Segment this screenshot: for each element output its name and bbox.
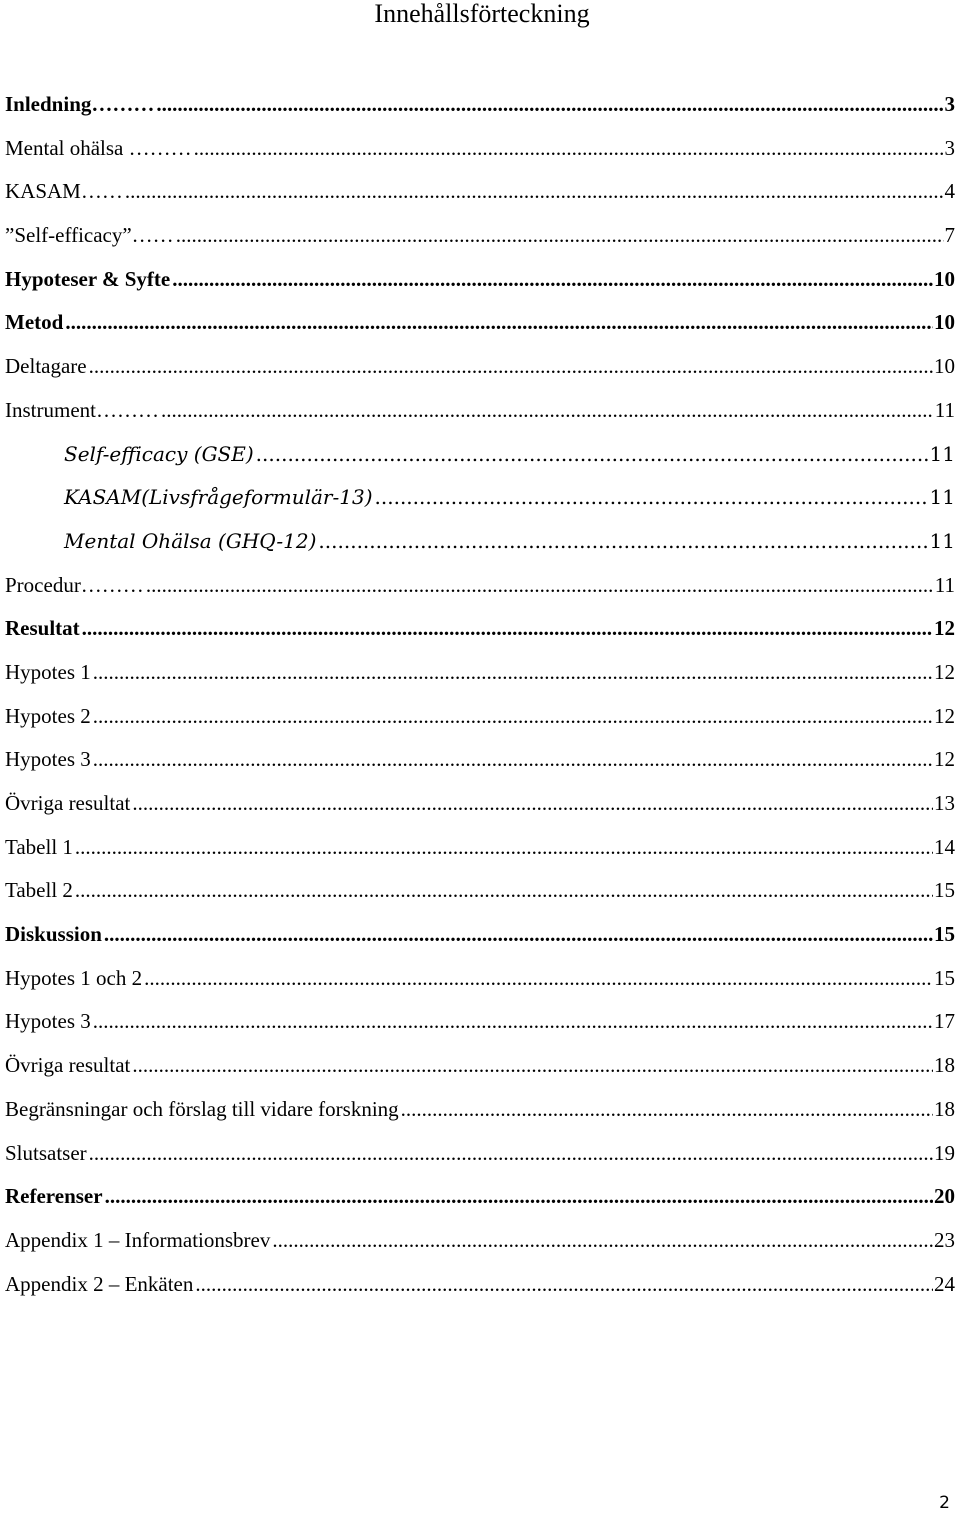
toc-dot-leader [401, 1097, 933, 1122]
toc-dot-leader [132, 791, 933, 816]
toc-entry-label: Begränsningar och förslag till vidare forskning [5, 1096, 399, 1121]
toc-entry-page: 4 [944, 179, 955, 204]
toc-entry-label: Tabell 1 [5, 834, 73, 859]
toc-entry-page: 13 [934, 791, 955, 815]
page-number: 2 [939, 1493, 950, 1513]
toc-dot-leader [144, 966, 933, 991]
toc-entry-page: 18 [934, 1096, 955, 1121]
toc-entry-page: 11 [934, 572, 955, 597]
toc-entry[interactable] [5, 1137, 955, 1181]
toc-entry-page: 20 [934, 1184, 955, 1209]
toc-entry-page: 15 [934, 878, 955, 903]
toc-entry-page: 10 [934, 354, 955, 379]
toc-dot-leader [156, 92, 943, 117]
toc-entry-label: Deltagare [5, 354, 87, 379]
toc-dot-leader [272, 1228, 933, 1253]
toc-entry-label: Hypotes 3 [5, 747, 91, 772]
toc-entry-label: KASAM(Livsfrågeformulär-13) [64, 485, 373, 510]
toc-dot-leader [82, 616, 933, 641]
toc-dot-leader [318, 529, 928, 553]
toc-dot-leader [375, 485, 929, 509]
toc-entry-label: Hypotes 1 [5, 659, 91, 684]
toc-entry-label: ”Self-efficacy”…… [5, 223, 174, 248]
toc-entry[interactable] [5, 306, 955, 350]
toc-dot-leader [172, 267, 933, 292]
toc-dot-leader [93, 704, 933, 729]
toc-dot-leader [194, 136, 944, 161]
toc-entry[interactable] [5, 831, 955, 875]
toc-entry[interactable] [5, 874, 955, 918]
toc-entry[interactable] [5, 743, 955, 787]
toc-entry-label: Self-efficacy (GSE) [64, 441, 254, 466]
toc-entry-label: Diskussion [5, 922, 102, 947]
toc-entry-label: Mental ohälsa ……… [5, 135, 192, 160]
toc-entry-label: Övriga resultat [5, 791, 131, 815]
toc-entry-page: 12 [934, 747, 955, 772]
toc-entry-page: 19 [934, 1140, 955, 1165]
toc-entry-label: Hypotes 1 och 2 [5, 965, 143, 990]
toc-entry-label: Övriga resultat [5, 1053, 131, 1078]
toc-entry-page: 10 [934, 266, 955, 291]
toc-entry[interactable] [5, 569, 955, 613]
toc-entry-label: Appendix 1 – Informationsbrev [5, 1227, 271, 1252]
toc-entry[interactable] [5, 438, 955, 482]
toc-dot-leader [93, 660, 933, 685]
toc-entry-page: 11 [934, 397, 955, 422]
toc-dot-leader [93, 1009, 933, 1034]
toc-entry[interactable] [5, 1180, 955, 1224]
toc-entry[interactable] [5, 612, 955, 656]
toc-entry[interactable] [5, 1268, 955, 1312]
toc-entry[interactable] [5, 700, 955, 744]
page-title: Innehållsförteckning [374, 0, 590, 28]
toc-entry-page: 11 [929, 441, 955, 466]
toc-dot-leader [75, 835, 933, 860]
toc-dot-leader [89, 1141, 933, 1166]
toc-entry-label: Metod [5, 310, 64, 335]
toc-entry[interactable] [5, 219, 955, 263]
toc-entry-page: 3 [944, 135, 955, 160]
toc-entry-label: Instrument……… [5, 397, 159, 422]
toc-entry-page: 24 [934, 1271, 955, 1296]
toc-dot-leader [132, 1053, 933, 1078]
toc-dot-leader [93, 747, 933, 772]
toc-entry-label: Slutsatser [5, 1140, 87, 1165]
toc-entry[interactable] [5, 263, 955, 307]
toc-entry[interactable] [5, 1224, 955, 1268]
toc-entry-page: 7 [944, 223, 955, 248]
toc-entry-page: 15 [934, 922, 955, 947]
toc-entry[interactable] [5, 918, 955, 962]
toc-entry-page: 23 [934, 1227, 955, 1252]
toc-dot-leader [65, 310, 933, 335]
toc-entry[interactable] [5, 88, 955, 132]
toc-entry-label: Tabell 2 [5, 878, 73, 903]
toc-entry[interactable] [5, 132, 955, 176]
toc-dot-leader [176, 223, 944, 248]
toc-entry-label: Hypoteser & Syfte [5, 266, 171, 291]
toc-entry-page: 12 [934, 703, 955, 728]
toc-entry-page: 12 [934, 659, 955, 684]
toc-entry[interactable] [5, 394, 955, 438]
toc-dot-leader [75, 878, 933, 903]
toc-dot-leader [195, 1272, 933, 1297]
toc-entry[interactable] [5, 350, 955, 394]
toc-entry-page: 14 [934, 834, 955, 859]
toc-entry[interactable] [5, 787, 955, 831]
toc-entry-page: 10 [934, 310, 955, 335]
toc-entry-page: 18 [934, 1053, 955, 1078]
toc-entry-label: Resultat [5, 616, 80, 641]
toc-entry[interactable] [5, 525, 955, 569]
toc-entry-label: Appendix 2 – Enkäten [5, 1271, 194, 1296]
toc-entry-label: Hypotes 3 [5, 1009, 91, 1034]
toc-entry[interactable] [5, 175, 955, 219]
toc-entry-label: Hypotes 2 [5, 703, 91, 728]
toc-entry[interactable] [5, 656, 955, 700]
toc-entry-page: 15 [934, 965, 955, 990]
toc-dot-leader [89, 354, 933, 379]
toc-entry-page: 3 [944, 92, 955, 116]
toc-entry[interactable] [5, 1005, 955, 1049]
toc-dot-leader [104, 922, 933, 947]
toc-entry-label: Mental Ohälsa (GHQ-12) [64, 528, 317, 553]
toc-dot-leader [125, 179, 944, 204]
toc-entry-page: 17 [934, 1009, 955, 1034]
toc-entry-label: KASAM…… [5, 179, 123, 204]
toc-dot-leader [256, 442, 929, 466]
table-of-contents [5, 88, 955, 1311]
toc-entry-page: 12 [934, 616, 955, 641]
toc-dot-leader [105, 1184, 933, 1209]
toc-entry-label: Procedur……… [5, 572, 144, 597]
toc-entry[interactable] [5, 1049, 955, 1093]
toc-dot-leader [161, 398, 934, 423]
toc-entry-label: Inledning……… [5, 92, 155, 116]
toc-entry-page: 11 [929, 485, 955, 510]
toc-entry[interactable] [5, 962, 955, 1006]
toc-dot-leader [146, 573, 934, 598]
toc-entry[interactable] [5, 1093, 955, 1137]
toc-entry[interactable] [5, 481, 955, 525]
toc-entry-page: 11 [929, 528, 955, 553]
toc-entry-label: Referenser [5, 1184, 103, 1209]
